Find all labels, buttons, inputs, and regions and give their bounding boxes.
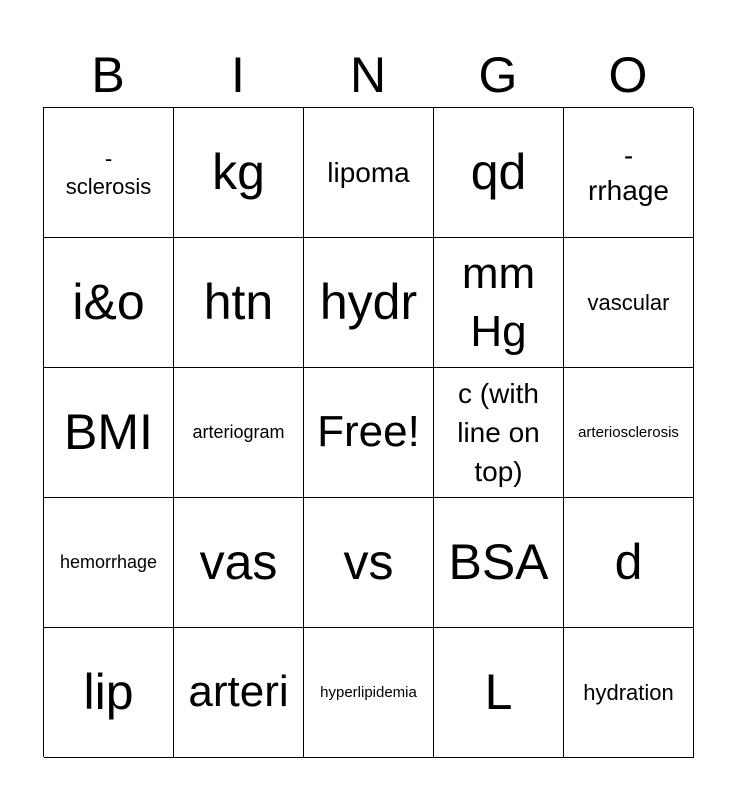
bingo-cell[interactable] <box>44 368 174 498</box>
cell-text: - sclerosis <box>65 146 152 199</box>
bingo-card-grid <box>43 107 693 757</box>
cell-text: htn <box>203 273 274 330</box>
bingo-cell[interactable] <box>434 238 564 368</box>
cell-text: vascular <box>587 289 670 315</box>
bingo-cell[interactable] <box>564 368 694 498</box>
bingo-cell[interactable] <box>564 628 694 758</box>
cell-text: i&o <box>72 273 145 330</box>
cell-text: hyperlipidemia <box>320 683 417 701</box>
cell-text: arteriosclerosis <box>578 423 679 441</box>
cell-text: Free! <box>317 407 420 457</box>
header-letter-b: B <box>91 47 125 103</box>
cell-text: kg <box>212 143 265 200</box>
cell-text: vs <box>343 533 394 590</box>
cell-text: BSA <box>448 533 549 590</box>
bingo-cell[interactable] <box>304 498 434 628</box>
bingo-cell[interactable] <box>564 108 694 238</box>
bingo-cell[interactable] <box>304 628 434 758</box>
cell-text: c (with line on top) <box>457 377 540 488</box>
bingo-cell[interactable] <box>174 238 304 368</box>
cell-text: arteriogram <box>192 421 285 442</box>
header-letter-n: N <box>349 47 387 103</box>
bingo-cell[interactable] <box>434 498 564 628</box>
bingo-cell[interactable] <box>564 238 694 368</box>
cell-text: hydration <box>583 679 674 705</box>
cell-text: d <box>614 533 643 590</box>
cell-text: arteri <box>188 667 289 717</box>
cell-text: vas <box>199 533 278 590</box>
bingo-cell[interactable] <box>44 238 174 368</box>
bingo-cell[interactable] <box>434 368 564 498</box>
bingo-cell[interactable] <box>174 368 304 498</box>
cell-text: mm Hg <box>461 249 536 356</box>
bingo-cell[interactable] <box>434 628 564 758</box>
cell-text: lip <box>83 663 134 720</box>
bingo-cell[interactable] <box>304 238 434 368</box>
free-space-cell[interactable] <box>304 368 434 498</box>
cell-text: L <box>484 663 513 720</box>
cell-text: BMI <box>64 403 153 460</box>
header-letter-o: O <box>608 47 648 103</box>
cell-text: hemorrhage <box>59 551 158 572</box>
cell-text: qd <box>470 143 527 200</box>
cell-text: hydr <box>319 273 418 330</box>
bingo-cell[interactable] <box>174 628 304 758</box>
bingo-cell[interactable] <box>174 108 304 238</box>
bingo-cell[interactable] <box>44 628 174 758</box>
bingo-cell[interactable] <box>44 498 174 628</box>
header-letter-i: I <box>231 47 245 103</box>
bingo-cell[interactable] <box>44 108 174 238</box>
bingo-header <box>43 44 693 106</box>
cell-text: lipoma <box>327 157 410 188</box>
cell-text: - rrhage <box>588 139 669 206</box>
bingo-cell[interactable] <box>174 498 304 628</box>
bingo-cell[interactable] <box>564 498 694 628</box>
bingo-cell[interactable] <box>434 108 564 238</box>
bingo-cell[interactable] <box>304 108 434 238</box>
header-letter-g: G <box>478 47 518 103</box>
